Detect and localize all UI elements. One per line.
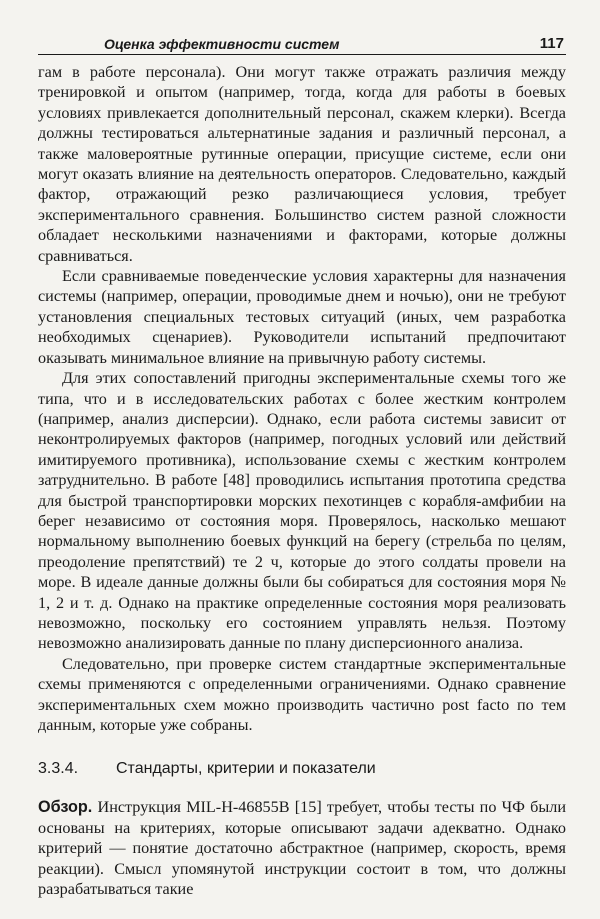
book-page <box>38 30 566 899</box>
section-heading <box>38 759 566 779</box>
paragraph-3: Для этих сопоставлений пригодны экспериментальные схемы того же типа, что и в исследовательских работах с более жестким контролем (например, анализ дисперсии). Однако, если работа системы зависит от неконтролируемых факторов (например, погодных условий или действий имитируемого противника), использование схемы с жестким контролем затруднительно. В работе [48] проводились испытания прототипа средства для быстрой транспортировки морских пехотинцев с корабля-амфибии на берег независимо от состояния моря. Проверялось, насколько мешают нормальному выполнению боевых функций на берегу (стрельба по целям, преодоление препятствий) те 2 ч, которые до этого солдаты провели на море. В идеале данные должны были бы собираться для состояния моря № 1, 2 и т. д. Однако на практике определенные состояния моря реализовать невозможно, поскольку его состоянием управлять нельзя. Поэтому невозможно анализировать данные по плану дисперсионного анализа. <box>38 369 566 653</box>
running-head <box>38 30 566 52</box>
header-rule <box>38 54 566 55</box>
overview-lead: Обзор. <box>38 798 93 817</box>
body-text <box>38 62 566 735</box>
running-head-title: Оценка эффективности систем <box>104 36 340 52</box>
overview-text: Инструкция MIL-H-46855B [15] требует, чтобы тесты по ЧФ были основаны на критериях, которые описывают задачи адекватно. Однако критерий — понятие достаточно абстрактное (например, скорость, время реакции). Смысл упомянутой инструкции состоит в том, что должны разрабатываться такие <box>38 798 566 899</box>
section-number: 3.3.4. <box>38 760 79 778</box>
paragraph-2: Если сравниваемые поведенческие условия характерны для назначения системы (например, операции, проводимые днем и ночью), они не требуют установления специальных тестовых ситуаций (иных, чем разработка необходимых сценариев). Руководители испытаний предпочитают оказывать минимальное влияние на привычную работу системы. <box>38 267 566 367</box>
overview-section <box>38 797 566 899</box>
section-title: Стандарты, критерии и показатели <box>116 760 376 778</box>
page-number: 117 <box>539 35 564 52</box>
paragraph-1: гам в работе персонала). Они могут также отражать различия между тренировкой и опытом (например, тогда, когда для работы в боевых условиях привлекается дополнительный персонал, скажем клерки). Всегда должны тестироваться альтернатиные задания и различный персонал, а также маловероятные рутинные операции, присущие системе, если они могут оказать влияние на деятельность операторов. Следовательно, каждый фактор, отражающий резко различающиеся условия, требует экспериментального сравнения. Большинство систем разной сложности обладает несколькими назначениями и факторами, которые должны сравниваться. <box>38 63 566 265</box>
paragraph-4: Следовательно, при проверке систем стандартные экспериментальные схемы применяются с определенными ограничениями. Однако сравнение экспериментальных схем можно производить частично post facto по тем данным, которые уже собраны. <box>38 654 566 734</box>
overview-paragraph <box>38 797 566 899</box>
